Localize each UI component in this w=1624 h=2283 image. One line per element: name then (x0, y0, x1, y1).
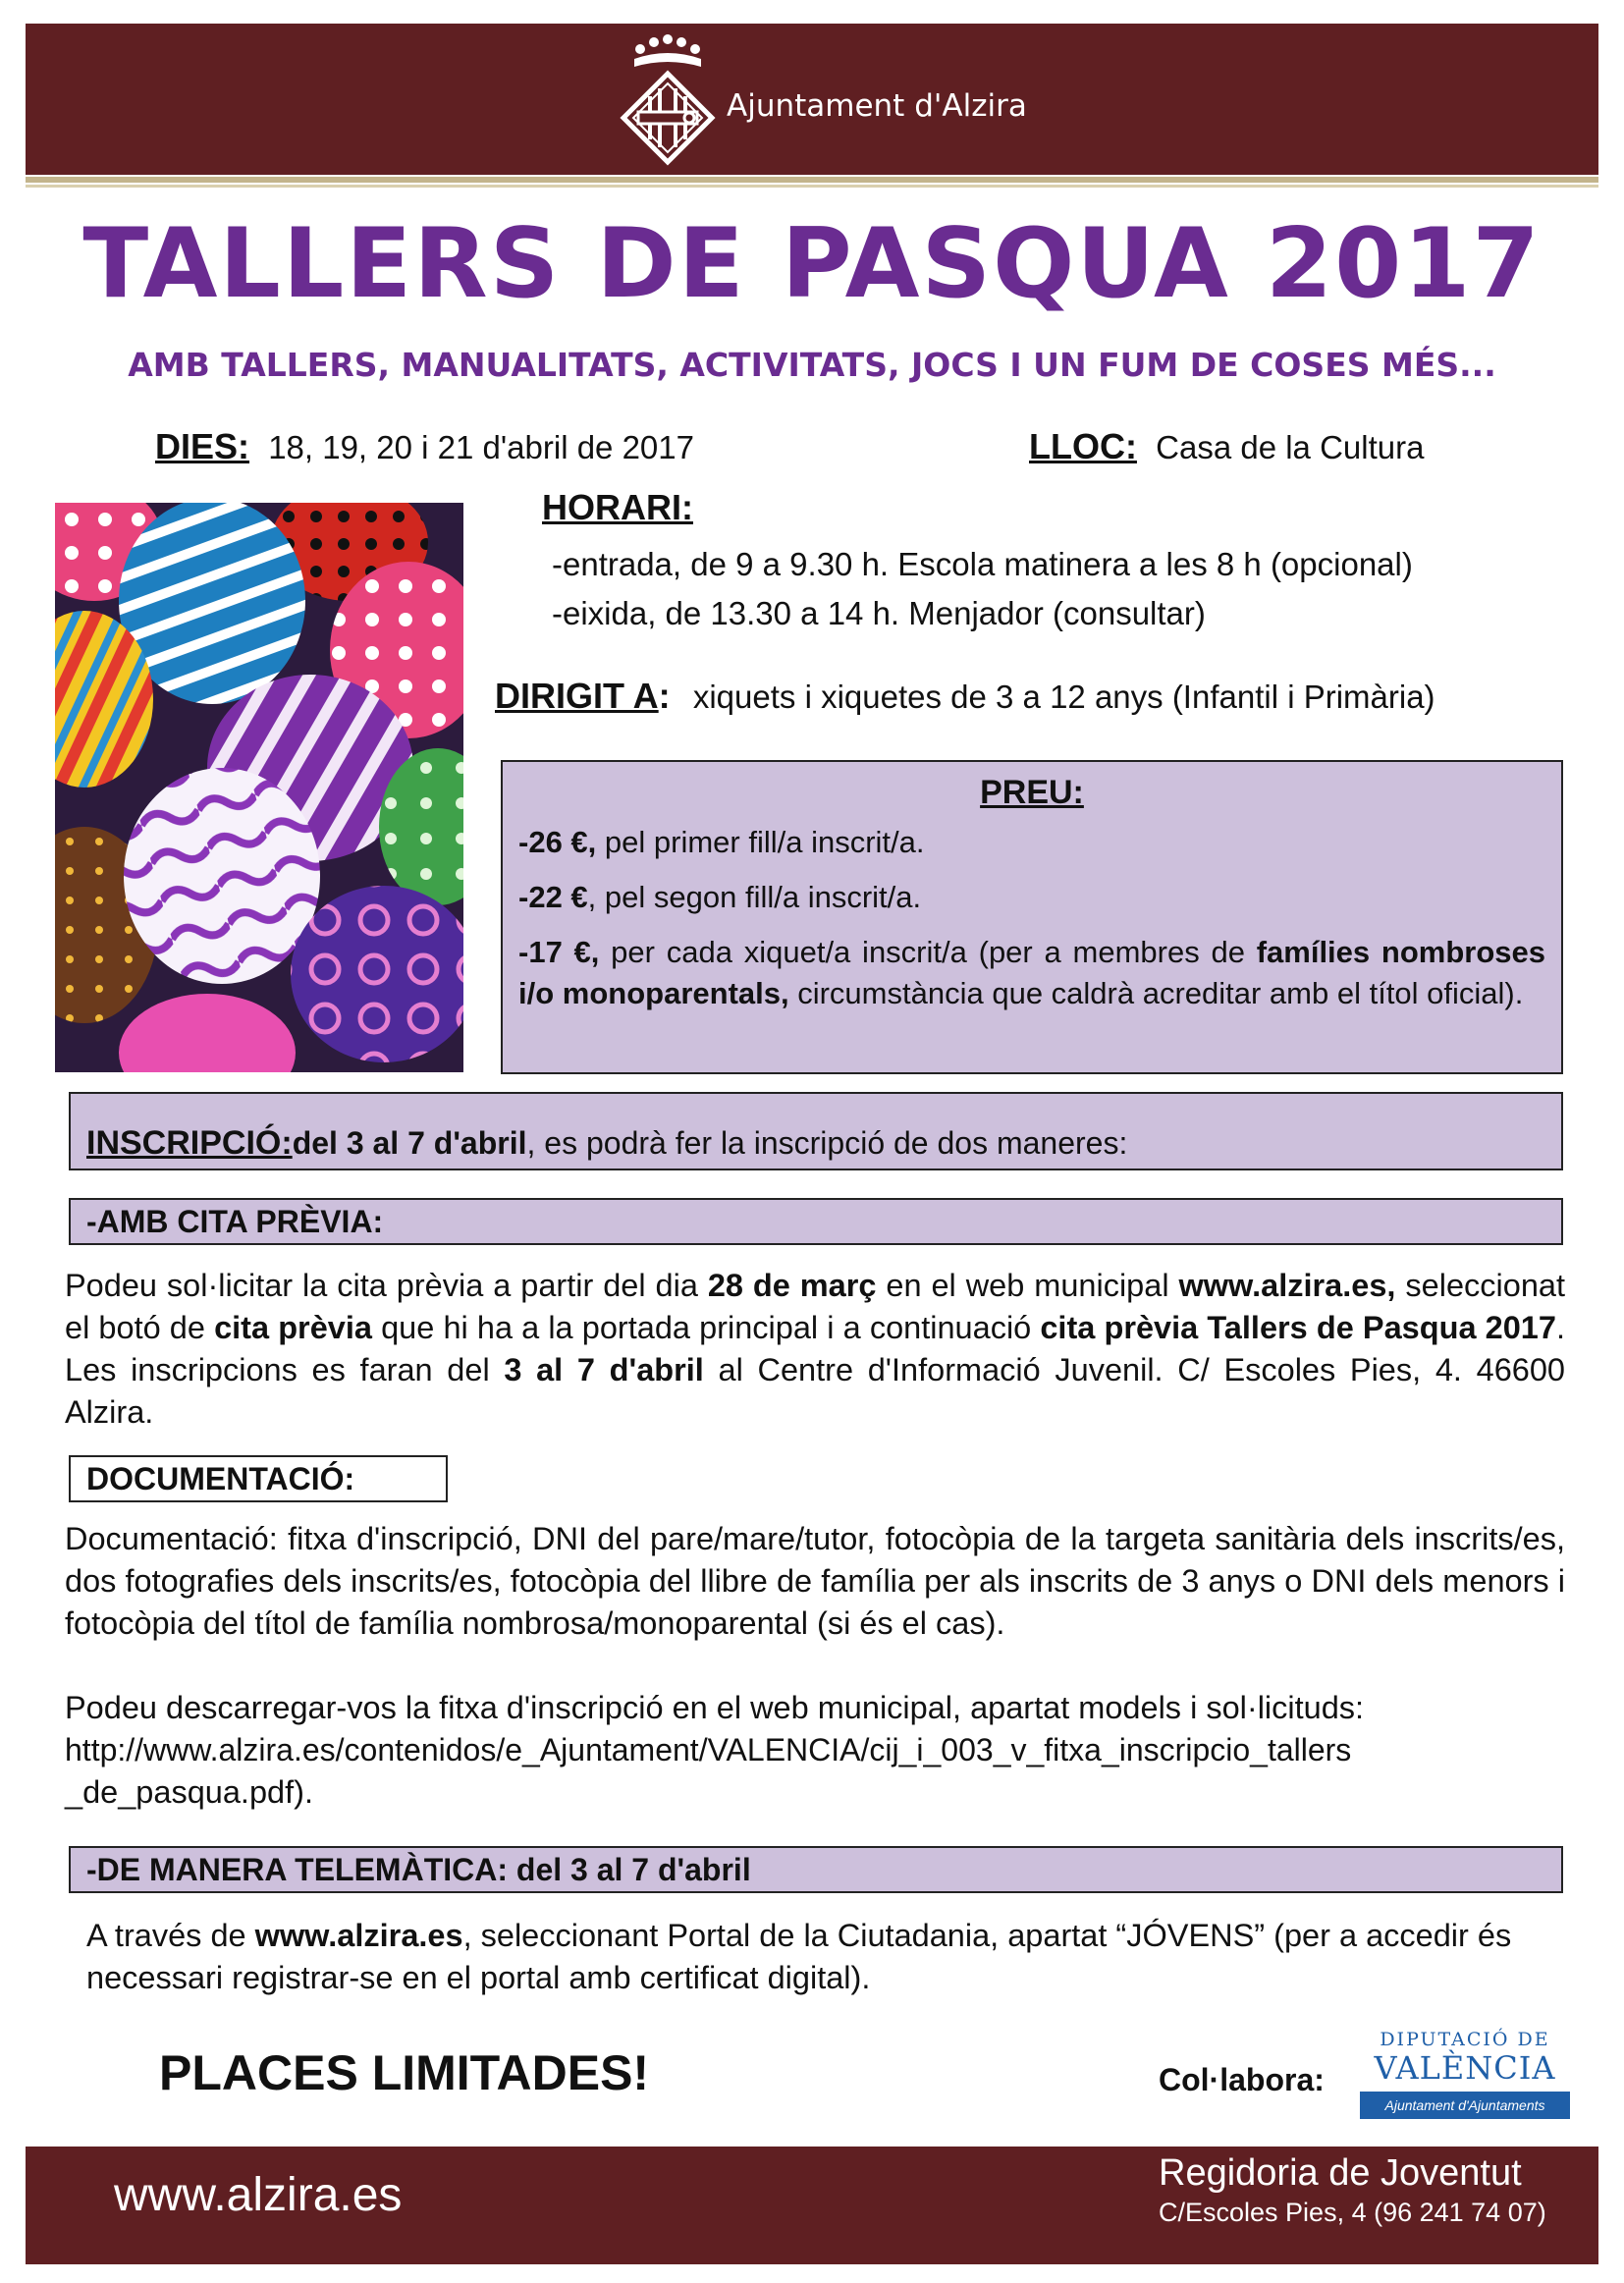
lloc-value: Casa de la Cultura (1156, 429, 1425, 465)
page-subtitle: AMB TALLERS, MANUALITATS, ACTIVITATS, JOCS I UN FUM DE COSES MÉS... (128, 346, 1496, 384)
telematica-text: A través de www.alzira.es, seleccionant Portal de la Ciutadania, apartat “JÓVENS” (per a accedir és necessari registrar-se en el portal amb certificat digital). (86, 1918, 1512, 1995)
cita-previa-bar: -AMB CITA PRÈVIA: (69, 1198, 1563, 1245)
header-divider (26, 177, 1598, 183)
colabora-label: Col·labora: (1159, 2062, 1325, 2097)
dirigit-value: xiquets i xiquetes de 3 a 12 anys (Infantil i Primària) (692, 679, 1435, 715)
telematica-bar (69, 1846, 1563, 1893)
descarrega-text: Podeu descarregar-vos la fitxa d'inscripció en el web municipal, apartat models i sol·licituds: (65, 1690, 1365, 1725)
coat-of-arms-icon (619, 29, 717, 167)
inscripcio-dates: del 3 al 7 d'abril (292, 1124, 527, 1161)
telematica-dates: : del 3 al 7 d'abril (497, 1851, 751, 1887)
dies-value: 18, 19, 20 i 21 d'abril de 2017 (268, 429, 694, 465)
horari-label: HORARI: (542, 487, 693, 527)
dies-row (155, 426, 694, 467)
diputacio-logo: DIPUTACIÓ DE VALÈNCIA Ajuntament d'Ajuntaments (1360, 2025, 1570, 2131)
inscripcio-label: INSCRIPCIÓ: (86, 1123, 293, 1162)
org-name: Ajuntament d'Alzira (727, 88, 1027, 124)
fitxa-url[interactable]: http://www.alzira.es/contenidos/e_Ajuntament/VALENCIA/cij_i_003_v_fitxa_inscripcio_tallers (65, 1732, 1352, 1767)
inscripcio-text: , es podrà fer la inscripció de dos maneres: (526, 1124, 1128, 1161)
cita-previa-text: Podeu sol·licitar la cita prèvia a partir del dia 28 de març en el web municipal www.alzira.es, seleccionat el botó de cita prèvia que hi ha a la portada principal i a continuació cita prèvia Tallers de Pasqua 2017. Les inscripcions es faran del 3 al 7 d'abril al Centre d'Informació Juvenil. C/ Escoles Pies, 4. 46600 Alzira. (65, 1268, 1565, 1430)
easter-eggs-image (55, 503, 463, 1072)
telematica-title: -DE MANERA TELEMÀTICA (86, 1851, 498, 1887)
header-divider-thin (26, 185, 1598, 188)
preu-title: PREU: (980, 774, 1084, 811)
fitxa-url-end[interactable]: _de_pasqua.pdf). (65, 1774, 313, 1810)
documentacio-text: Documentació: fitxa d'inscripció, DNI del pare/mare/tutor, fotocòpia de la targeta sanitària dels inscrits/es, dos fotografies dels inscrits/es, fotocòpia del llibre de família per als inscrits de 3 anys o DNI dels menors i fotocòpia del títol de família nombrosa/monoparental (si és el cas). (65, 1521, 1565, 1641)
documentacio-title: DOCUMENTACIÓ: (69, 1455, 448, 1502)
footer-website-link[interactable]: www.alzira.es (114, 2169, 403, 2221)
lloc-row (1029, 426, 1424, 467)
footer-department: Regidoria de Joventut (1159, 2152, 1522, 2194)
preu-line-3: -17 €, per cada xiquet/a inscrit/a (per a membres de famílies nombroses i/o monoparentals, circumstància que caldrà acreditar amb el títol oficial). (518, 935, 1546, 1010)
footer-address: C/Escoles Pies, 4 (96 241 74 07) (1159, 2198, 1546, 2227)
dirigit-label: DIRIGIT A (495, 676, 659, 716)
places-limitades: PLACES LIMITADES! (159, 2045, 650, 2100)
preu-line-2: -22 €, pel segon fill/a inscrit/a. (518, 880, 922, 914)
page-title: TALLERS DE PASQUA 2017 (82, 208, 1542, 320)
lloc-label: LLOC: (1029, 426, 1137, 466)
inscripcio-bar (69, 1092, 1563, 1170)
dirigit-row: DIRIGIT A: xiquets i xiquetes de 3 a 12 anys (Infantil i Primària) (495, 676, 1435, 716)
dies-label: DIES: (155, 426, 250, 466)
preu-line-1: -26 €, pel primer fill/a inscrit/a. (518, 825, 925, 859)
horari-line2: -eixida, de 13.30 a 14 h. Menjador (consultar) (552, 595, 1206, 631)
preu-box (501, 760, 1563, 1074)
horari-line1: -entrada, de 9 a 9.30 h. Escola matinera a les 8 h (opcional) (552, 546, 1413, 582)
